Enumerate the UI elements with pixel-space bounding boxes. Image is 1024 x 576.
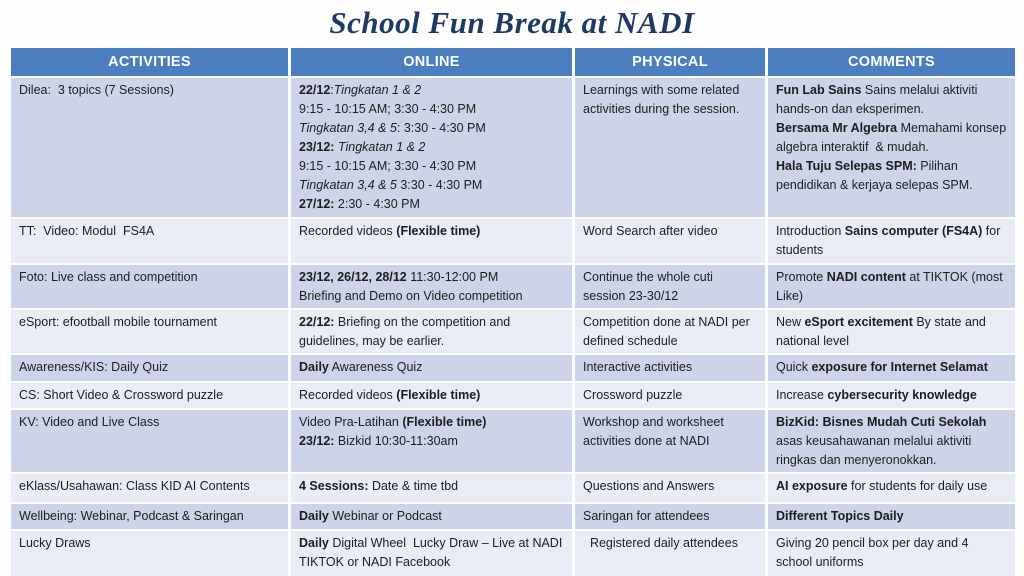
table-row (11, 310, 1015, 353)
text-segment: (Flexible time) (396, 224, 481, 238)
text-segment: Sains melalui aktiviti hands-on dan eksperimen. (776, 83, 981, 116)
column-header-online: ONLINE (291, 48, 572, 76)
text-segment: Digital Wheel Lucky Draw – Live at NADI TIKTOK or NADI Facebook (299, 536, 566, 569)
text-segment: Tingkatan 1 & 2 (337, 140, 426, 154)
cell-activities (11, 78, 288, 217)
text-segment: Registered daily attendees (583, 536, 738, 550)
cell-activities (11, 310, 288, 353)
text-segment: Memahami konsep algebra interaktif & mudah. (776, 121, 1010, 154)
cell-comments (768, 310, 1015, 353)
text-segment: Daily (299, 509, 329, 523)
text-segment: Awareness/KIS: Daily Quiz (19, 360, 169, 374)
cell-physical (575, 410, 765, 472)
text-segment: Bizkid 10:30-11:30am (334, 434, 458, 448)
text-segment: : (330, 83, 334, 97)
text-segment: Fun Lab Sains (776, 83, 862, 97)
text-segment: 23/12: (299, 140, 335, 154)
text-segment: at TIKTOK (most Like) (776, 270, 1007, 303)
cell-physical (575, 310, 765, 353)
cell-online (291, 504, 572, 529)
column-header-comments: COMMENTS (768, 48, 1015, 76)
cell-comments (768, 410, 1015, 472)
cell-online (291, 78, 572, 217)
cell-online (291, 383, 572, 408)
table-body (11, 78, 1015, 576)
text-segment: exposure for Internet Selamat (811, 360, 988, 374)
table-row (11, 474, 1015, 502)
text-segment: Interactive activities (583, 360, 693, 374)
cell-comments (768, 219, 1015, 263)
cell-online (291, 410, 572, 472)
text-segment: Tingkatan 1 & 2 (333, 83, 422, 97)
text-segment: 27/12: (299, 197, 335, 211)
text-segment: eSport: efootball mobile tournament (19, 315, 218, 329)
cell-physical (575, 355, 765, 381)
cell-activities (11, 355, 288, 381)
text-segment: eSport excitement (804, 315, 913, 329)
text-segment: for students (776, 224, 1004, 257)
cell-physical (575, 474, 765, 502)
cell-online (291, 219, 572, 263)
cell-activities (11, 504, 288, 529)
cell-physical (575, 219, 765, 263)
cell-online (291, 474, 572, 502)
text-segment: (Flexible time) (396, 388, 481, 402)
table-row (11, 504, 1015, 529)
text-segment: Giving 20 pencil box per day and 4 school uniforms (776, 536, 972, 569)
text-segment: 23/12: (299, 434, 335, 448)
column-header-physical: PHYSICAL (575, 48, 765, 76)
text-segment: Bersama Mr Algebra (776, 121, 898, 135)
text-segment: BizKid: Bisnes Mudah Cuti Sekolah (776, 415, 987, 429)
text-segment: Competition done at NADI per defined schedule (583, 315, 754, 348)
cell-physical (575, 504, 765, 529)
text-segment: 9:15 - 10:15 AM; 3:30 - 4:30 PM (299, 102, 477, 116)
text-segment: NADI content (826, 270, 906, 284)
text-segment: Crossword puzzle (583, 388, 683, 402)
text-segment: Wellbeing: Webinar, Podcast & Saringan (19, 509, 244, 523)
text-segment: : 3:30 - 4:30 PM (396, 121, 486, 135)
text-segment: 11:30-12:00 PM (406, 270, 499, 284)
cell-activities (11, 531, 288, 576)
schedule-table-wrap (8, 46, 1018, 576)
text-segment: By state and national level (776, 315, 990, 348)
text-segment: Foto: Live class and competition (19, 270, 198, 284)
cell-comments (768, 383, 1015, 408)
text-segment: Saringan for attendees (583, 509, 710, 523)
text-segment: Date & time tbd (368, 479, 459, 493)
text-segment: Workshop and worksheet activities done at NADI (583, 415, 728, 448)
cell-activities (11, 219, 288, 263)
table-header-row (11, 48, 1015, 76)
cell-comments (768, 531, 1015, 576)
text-segment: 3:30 - 4:30 PM (396, 178, 483, 192)
cell-comments (768, 265, 1015, 308)
text-segment: Lucky Draws (19, 536, 91, 550)
text-segment: Introduction (776, 224, 845, 238)
cell-comments (768, 504, 1015, 529)
text-segment: Learnings with some related activities during the session. (583, 83, 743, 116)
cell-activities (11, 383, 288, 408)
text-segment: Tingkatan 3,4 & 5 (299, 121, 397, 135)
text-segment: for students for daily use (847, 479, 988, 493)
table-row (11, 78, 1015, 217)
text-segment: Pilihan pendidikan & kerjaya selepas SPM. (776, 159, 973, 192)
text-segment: Different Topics Daily (776, 509, 904, 523)
cell-online (291, 355, 572, 381)
cell-activities (11, 410, 288, 472)
cell-activities (11, 474, 288, 502)
cell-online (291, 531, 572, 576)
cell-physical (575, 265, 765, 308)
text-segment: Recorded videos (299, 388, 397, 402)
cell-physical (575, 78, 765, 217)
schedule-table (8, 46, 1018, 576)
text-segment: Hala Tuju Selepas SPM: (776, 159, 917, 173)
table-row (11, 265, 1015, 308)
text-segment: Quick (776, 360, 812, 374)
text-segment: 22/12: (299, 315, 335, 329)
text-segment: Sains computer (FS4A) (844, 224, 983, 238)
cell-online (291, 265, 572, 308)
text-segment: Webinar or Podcast (328, 509, 442, 523)
text-segment: Briefing on the competition and guidelines, may be earlier. (299, 315, 514, 348)
text-segment: Recorded videos (299, 224, 397, 238)
cell-online (291, 310, 572, 353)
text-segment: Continue the whole cuti session 23-30/12 (583, 270, 717, 303)
table-row (11, 531, 1015, 576)
text-segment: cybersecurity knowledge (827, 388, 977, 402)
text-segment: CS: Short Video & Crossword puzzle (19, 388, 224, 402)
text-segment: Questions and Answers (583, 479, 715, 493)
cell-comments (768, 78, 1015, 217)
text-segment: 23/12, 26/12, 28/12 (299, 270, 407, 284)
cell-physical (575, 383, 765, 408)
table-row (11, 410, 1015, 472)
text-segment: 2:30 - 4:30 PM (334, 197, 420, 211)
cell-comments (768, 355, 1015, 381)
text-segment: 9:15 - 10:15 AM; 3:30 - 4:30 PM (299, 159, 477, 173)
cell-physical (575, 531, 765, 576)
text-segment: Video Pra-Latihan (299, 415, 403, 429)
text-segment: AI exposure (776, 479, 848, 493)
text-segment: Awareness Quiz (328, 360, 423, 374)
text-segment: Daily (299, 536, 329, 550)
text-segment: Increase (776, 388, 828, 402)
text-segment: KV: Video and Live Class (19, 415, 160, 429)
text-segment: Dilea: 3 topics (7 Sessions) (19, 83, 174, 97)
table-row (11, 219, 1015, 263)
text-segment: Tingkatan 3,4 & 5 (299, 178, 397, 192)
text-segment: Word Search after video (583, 224, 718, 238)
text-segment: Promote (776, 270, 827, 284)
text-segment: (Flexible time) (402, 415, 487, 429)
page-title: School Fun Break at NADI (329, 5, 695, 40)
text-segment: asas keusahawanan melalui aktiviti ringkas dan menyeronokkan. (776, 415, 990, 467)
text-segment: New (776, 315, 805, 329)
table-row (11, 383, 1015, 408)
text-segment: 4 Sessions: (299, 479, 369, 493)
text-segment: eKlass/Usahawan: Class KID AI Contents (19, 479, 250, 493)
text-segment: TT: Video: Modul FS4A (19, 224, 155, 238)
column-header-activities: ACTIVITIES (11, 48, 288, 76)
table-row (11, 355, 1015, 381)
text-segment: 22/12 (299, 83, 331, 97)
text-segment: Briefing and Demo on Video competition (299, 289, 523, 303)
cell-activities (11, 265, 288, 308)
cell-comments (768, 474, 1015, 502)
text-segment: Daily (299, 360, 329, 374)
